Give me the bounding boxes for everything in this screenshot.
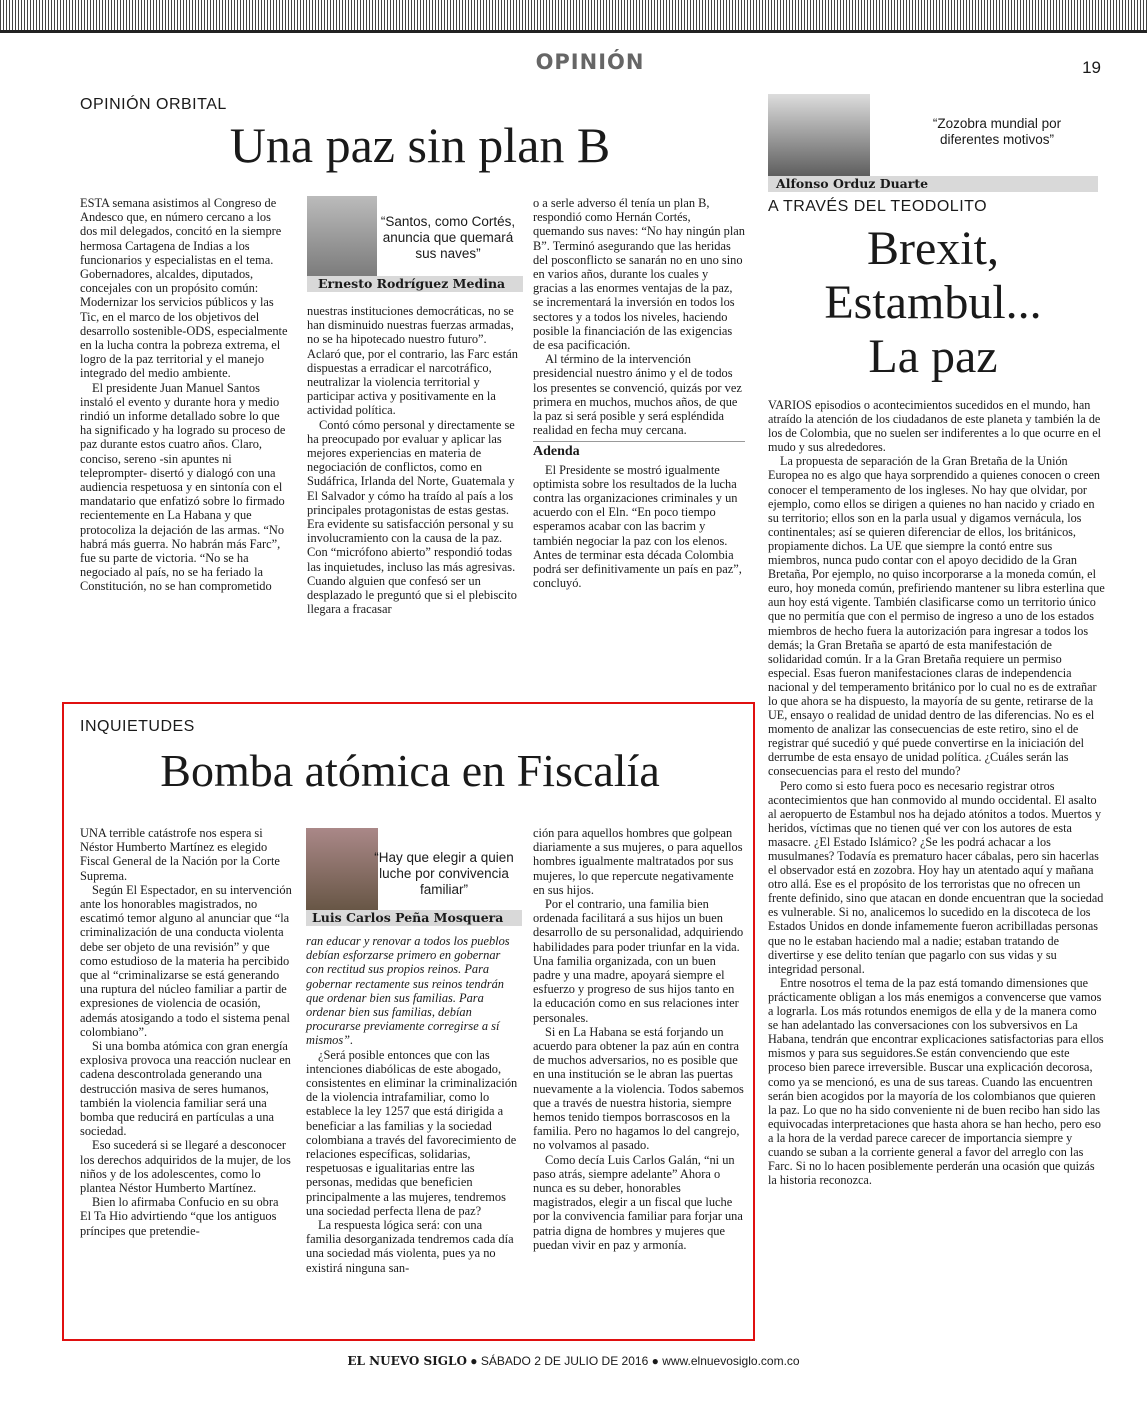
article1-col1-p2: El presidente Juan Manuel Santos instaló el evento y durante hora y medio rindió un informe detallado sobre lo que ha significado y ha logrado su proceso de paz durante estos cuatro años. Claro, conciso, sereno -sin apuntes ni teleprompter- disertó y dialogó con una audiencia respetuosa y en sintonía con el mandatario que enfatizó sobre lo firmado recientemente en La Habana y que protocoliza la dejación de las armas. “No habrá más guerra. No habrán más Farc”, fue su parte de victoria. “No se ha negociado al país, no se ha feriado la Constitución, no se han comprometido bbox=[80, 380, 286, 594]
page-number: 19 bbox=[1082, 58, 1101, 77]
article3-col1-p1: UNA terrible catástrofe nos espera si Néstor Humberto Martínez es elegido Fiscal General de la Nación por la Corte Suprema. bbox=[80, 826, 280, 883]
article1-col3 bbox=[533, 196, 745, 590]
article1-quote: “Santos, como Cortés, anuncia que quemará sus naves” bbox=[380, 214, 516, 261]
article3-col2 bbox=[306, 934, 518, 1275]
article3-col3-p3: Si en La Habana se está forjando un acuerdo para obtener la paz aún en contra de muchos adversarios, no es posible que en una institución se le abran las puertas nuevamente a la violencia. Todos sabemos que a través de nuestra historia, siempre hemos tenido tiempos borrascosos en la familia. Pero no hagamos lo del cangrejo, no volvamos al pasado. bbox=[533, 1024, 744, 1153]
article2-body bbox=[768, 398, 1106, 1187]
article2-title-line2: Estambul... bbox=[824, 276, 1042, 329]
article1-title: Una paz sin plan B bbox=[229, 117, 611, 173]
article3-kicker: INQUIETUDES bbox=[80, 718, 195, 735]
article2-p3: Pero como si esto fuera poco es necesario registrar otros acontecimientos que han conmovido al mundo occidental. El asalto al aeropuerto de Estambul nos ha dejado atónitos a todos. Muertos y heridos, víctimas que no tienen qué ver con los autores de esta masacre. ¿El Estado Islámico? ¿Se les podrá achacar a los musulmanes? Todavía es prematuro hacer cábalas, pero sin hacerlas el observador está en zozobra. Hoy hay un atentado aquí y mañana otro allá. Ese es el propósito de los terroristas que no ofrecen un frente definido, sino que atacan en donde encuentran que la sociedad es vulnerable. Si no, analicemos lo sucedido en la discoteca de los Estados Unidos en donde infamemente fueron acribilladas personas que no le estaban haciendo mal a nadie; estaban tratando de divertirse y ese delito tenían que pagarlo con sus vidas y su integridad personal. bbox=[768, 778, 1104, 976]
article1-kicker: OPINIÓN ORBITAL bbox=[80, 96, 227, 113]
article3-author: Luis Carlos Peña Mosquera bbox=[312, 910, 504, 925]
article2-p2: La propuesta de separación de la Gran Bretaña de la Unión Europea no es algo que haya sorprendido a quienes conocen o creen conocer el temperamento de los ingleses. No hay que olvidar, por ejemplo, como ellos se dirigen a quienes no han nacido y criado en su territorio; ellos son en la parla usual y digamos vernácula, los continentales; así se quieren diferenciar de ellos, los británicos, propiamente dichos. La UE que siempre la contó entre sus miembros, nunca pudo contar con el apoyo decidido de la Gran Bretaña, Por ejemplo, no quiso incorporarse a la moneda común, el euro, hoy moneda común, prefiriendo mantener su libra esterlina que aun hoy está vigente. También clasificarse como un territorio único que no permitía que con el permiso de ingreso a uno de los estados miembros de hecho fuera la autorización para ingresar a todos los demás; la Gran Bretaña se apartó de esta manifestación de solidaridad común. Ir a la Gran Bretaña requiere un permiso especial. Esas fueron manifestaciones claras de independencia nacional y del temperamento británico por lo cual no es de extrañar lo que ahora se ha dispuesto, la mayoría de su gente, retirarse de la UE, ensayo o realidad de unidad dentro de las diferencias. No es el momento de analizar las consecuencias de este retiro, sino el de registrar qué sucedió y qué puede convertirse en la iniciación del derrumbe de esta ensayo de unidad política. ¿Cuáles serán las consecuencias para el resto del mundo? bbox=[768, 454, 1105, 779]
adenda-heading: Adenda bbox=[533, 441, 745, 459]
article1-col3-p2: Al término de la intervención presidencial nuestro ánimo y el de todos los presentes se convenció, quizás por vez primera en muchos, muchos años, de que la paz si será posible y será espléndida realidad en fecha muy cercana. bbox=[533, 352, 742, 438]
article3-col1-p5: Bien lo afirmaba Confucio en su obra El Ta Hio advirtiendo “que los antiguos príncipes que pretendie- bbox=[80, 1195, 279, 1238]
adenda-text: El Presidente se mostró igualmente optimista sobre los resultados de la lucha contra las organizaciones criminales y un acuerdo con el Eln. “En poco tiempo esperamos acabar con las bacrim y también negociar la paz con los elenos. Antes de terminar esta década Colombia podrá ser definitivamente un país en paz”, concluyó. bbox=[533, 462, 742, 591]
author-photo-rodriguez bbox=[307, 196, 377, 282]
article3-col2-p2: ¿Será posible entonces que con las intenciones diabólicas de este abogado, consistentes en eliminar la criminalización de la violencia intrafamiliar, como lo establece la ley 1257 que está dirigida a beneficiar a las familias y la sociedad colombiana a través del favorecimiento de relaciones específicas, solidarias, respetuosas e igualitarias entre las personas, medidas que beneficien principalmente a las mujeres, tendremos una sociedad perfecta llena de paz? bbox=[306, 1047, 518, 1218]
article2-title-line3: La paz bbox=[868, 330, 998, 383]
article3-col1-p2: Según El Espectador, en su intervención ante los honorables magistrados, no escatimó temor alguno al anunciar que “la criminalización de una conducta violenta debe ser objeto de una revisión” y que como estudioso de la materia ha percibido que al “criminalizarse se está generando una ruptura del núcleo familiar a partir de expresiones de violencia de ocasión, además atosigando a todo el sistema penal colombiano”. bbox=[80, 882, 292, 1039]
article3-col3-p2: Por el contrario, una familia bien ordenada facilitará a sus hijos un buen desarrollo de su personalidad, adquiriendo habilidades para poder triunfar en la vida. Una familia organizada, con un buen padre y una madre, apoyará siempre el esfuerzo y progreso de sus hijos tanto en la educación como en sus relaciones inter personales. bbox=[533, 897, 744, 1025]
article3-title: Bomba atómica en Fiscalía bbox=[160, 745, 660, 796]
article3-col2-p3: La respuesta lógica será: con una familia desorganizada tendremos cada día una sociedad más violenta, pues ya no existirá ninguna san- bbox=[306, 1218, 514, 1275]
article2-kicker: A TRAVÉS DEL TEODOLITO bbox=[768, 198, 988, 215]
article2-title bbox=[768, 222, 1098, 384]
footer bbox=[0, 1354, 1147, 1368]
article1-author: Ernesto Rodríguez Medina bbox=[318, 276, 506, 291]
article3-col3-p4: Como decía Luis Carlos Galán, “ni un paso atrás, siempre adelante” Ahora o nunca es su deber, honorables magistrados, elegir a un fiscal que luche por la convivencia familiar para forjar una patria digna de hombres y mujeres que puedan vivir en paz y armonía. bbox=[533, 1152, 743, 1252]
article1-col2-p2: Contó cómo personal y directamente se ha preocupado por evaluar y aplicar las mejores experiencias en materia de negociación de conflictos, como en Sudáfrica, Irlanda del Norte, Guatemala y El Salvador y cómo ha traído al país a los principales protagonistas de estas gestas. Era evidente su satisfacción personal y su involucramiento con la causa de la paz. Con “micrófono abierto” respondió todas las inquietudes, incluso las más agresivas. Cuando alguien que confesó ser un desplazado le preguntó que si el plebiscito llegara a fracasar bbox=[307, 417, 517, 617]
article1-col2 bbox=[307, 304, 519, 616]
article3-col3-p1: ción para aquellos hombres que golpean diariamente a sus mujeres, o para aquellos hombres igualmente maltratados por sus mujeres, lo que repercute negativamente en sus hijos. bbox=[533, 826, 743, 897]
bullet-icon: ● bbox=[651, 1354, 659, 1368]
article2-quote: “Zozobra mundial por diferentes motivos” bbox=[932, 116, 1062, 147]
article2-p1: VARIOS episodios o acontecimientos sucedidos en el mundo, han atraído la atención de los ciudadanos de este planeta y también la de los de Colombia, que no suelen ser indiferentes a lo que ocurre en el mudo y sus alrededores. bbox=[768, 398, 1102, 455]
article3-quote: “Hay que elegir a quien luche por convivencia familiar” bbox=[374, 850, 514, 897]
top-rule bbox=[0, 30, 1147, 33]
article3-col2-p1: ran educar y renovar a todos los pueblos debían esforzarse primero en gobernar con rectitud sus propios reinos. Para gobernar rectamente sus reinos tendrán que ordenar bien sus familias. Para ordenar bien sus familias, debían procurarse previamente corregirse a sí mismos”. bbox=[306, 934, 510, 1048]
bullet-icon: ● bbox=[470, 1354, 478, 1368]
article1-col3-p1: o a serle adverso él tenía un plan B, respondió como Hernán Cortés, quemando sus naves: “No hay ningún plan B”. Terminó asegurando que las heridas del posconflicto se sanarán no en uno sino en varios años, durante los cuales y gracias a las enormes ventajas de la paz, se incrementará la inversión en todos los sectores y a todos los niveles, haciendo posible la financiación de las exigencias de esa pacificación. bbox=[533, 196, 745, 353]
article2-author: Alfonso Orduz Duarte bbox=[776, 176, 929, 191]
footer-url: www.elnuevosiglo.com.co bbox=[662, 1354, 800, 1368]
section-title: OPINIÓN bbox=[535, 50, 645, 74]
article3-col1-p3: Si una bomba atómica con gran energía explosiva provoca una reacción nuclear en cadena descontrolada generando una destrucción masiva de seres humanos, también la violencia familiar será una bomba que reducirá en partículas a una sociedad. bbox=[80, 1039, 291, 1139]
article3-col1 bbox=[80, 826, 292, 1238]
article2-p4: Entre nosotros el tema de la paz está tomando dimensiones que prácticamente obligan a los más enemigos a convencerse que vamos a lograrla. Los más rotundos enemigos de ella y de la manera como se han adelantado las conversaciones con los subversivos en La Habana, tendrán que encontrar explicaciones satisfactorias para ellos mismos y para sus seguidores.Se están convenciendo que este proceso bien parece irreversible. Buscar una explicación decorosa, como ya se mencionó, es una de sus tareas. Cuando las encuentren serán bien acogidos por la mayoría de los colombianos que quieren la paz. Lo que no ha sido conveniente ni de buen recibo han sido las equivocadas interpretaciones que hasta ahora se han hecho, pero eso a la hora de la verdad parece carecer de importancia siempre y cuando se suban a la corriente general a favor del arreglo con las Farc. Si no lo hacen posiblemente perderán una ocasión que quizás la historia reconozca. bbox=[768, 975, 1104, 1188]
article3-col1-p4: Eso sucederá si se llegaré a desconocer los derechos adquiridos de la mujer, de los niños y de los adolescentes, como lo plantea Néstor Humberto Martínez. bbox=[80, 1138, 291, 1196]
article2-title-line1: Brexit, bbox=[867, 222, 999, 275]
article1-col1 bbox=[80, 196, 290, 594]
author-photo-orduz bbox=[768, 94, 870, 182]
footer-brand: EL NUEVO SIGLO bbox=[347, 1354, 467, 1368]
article3-col3 bbox=[533, 826, 745, 1252]
article1-col2-p1: nuestras instituciones democráticas, no se han disminuido nuestras fuerzas armadas, no se ha hipotecado nuestro futuro”. Aclaró que, por el contrario, las Farc están dispuestas a erradicar el narcotráfico, neutralizar la violencia territorial y participar activa y positivamente en la actividad política. bbox=[307, 304, 518, 418]
footer-date: SÁBADO 2 DE JULIO DE 2016 bbox=[480, 1354, 649, 1368]
article1-col1-p1: ESTA semana asistimos al Congreso de Andesco que, en número cercano a los dos mil delegados, concitó en la siempre hermosa Cartagena de Indias a los funcionarios y especialistas en el tema. Gobernadores, alcaldes, diputados, concejales con un propósito común: Modernizar los servicios públicos y las Tic, en el marco de los objetivos del desarrollo sostenible-ODS, especialmente en la lucha contra la pobreza extrema, el logro de la paz territorial y el manejo integrado del medio ambiente. bbox=[80, 196, 288, 381]
top-texture-bar bbox=[0, 0, 1147, 30]
